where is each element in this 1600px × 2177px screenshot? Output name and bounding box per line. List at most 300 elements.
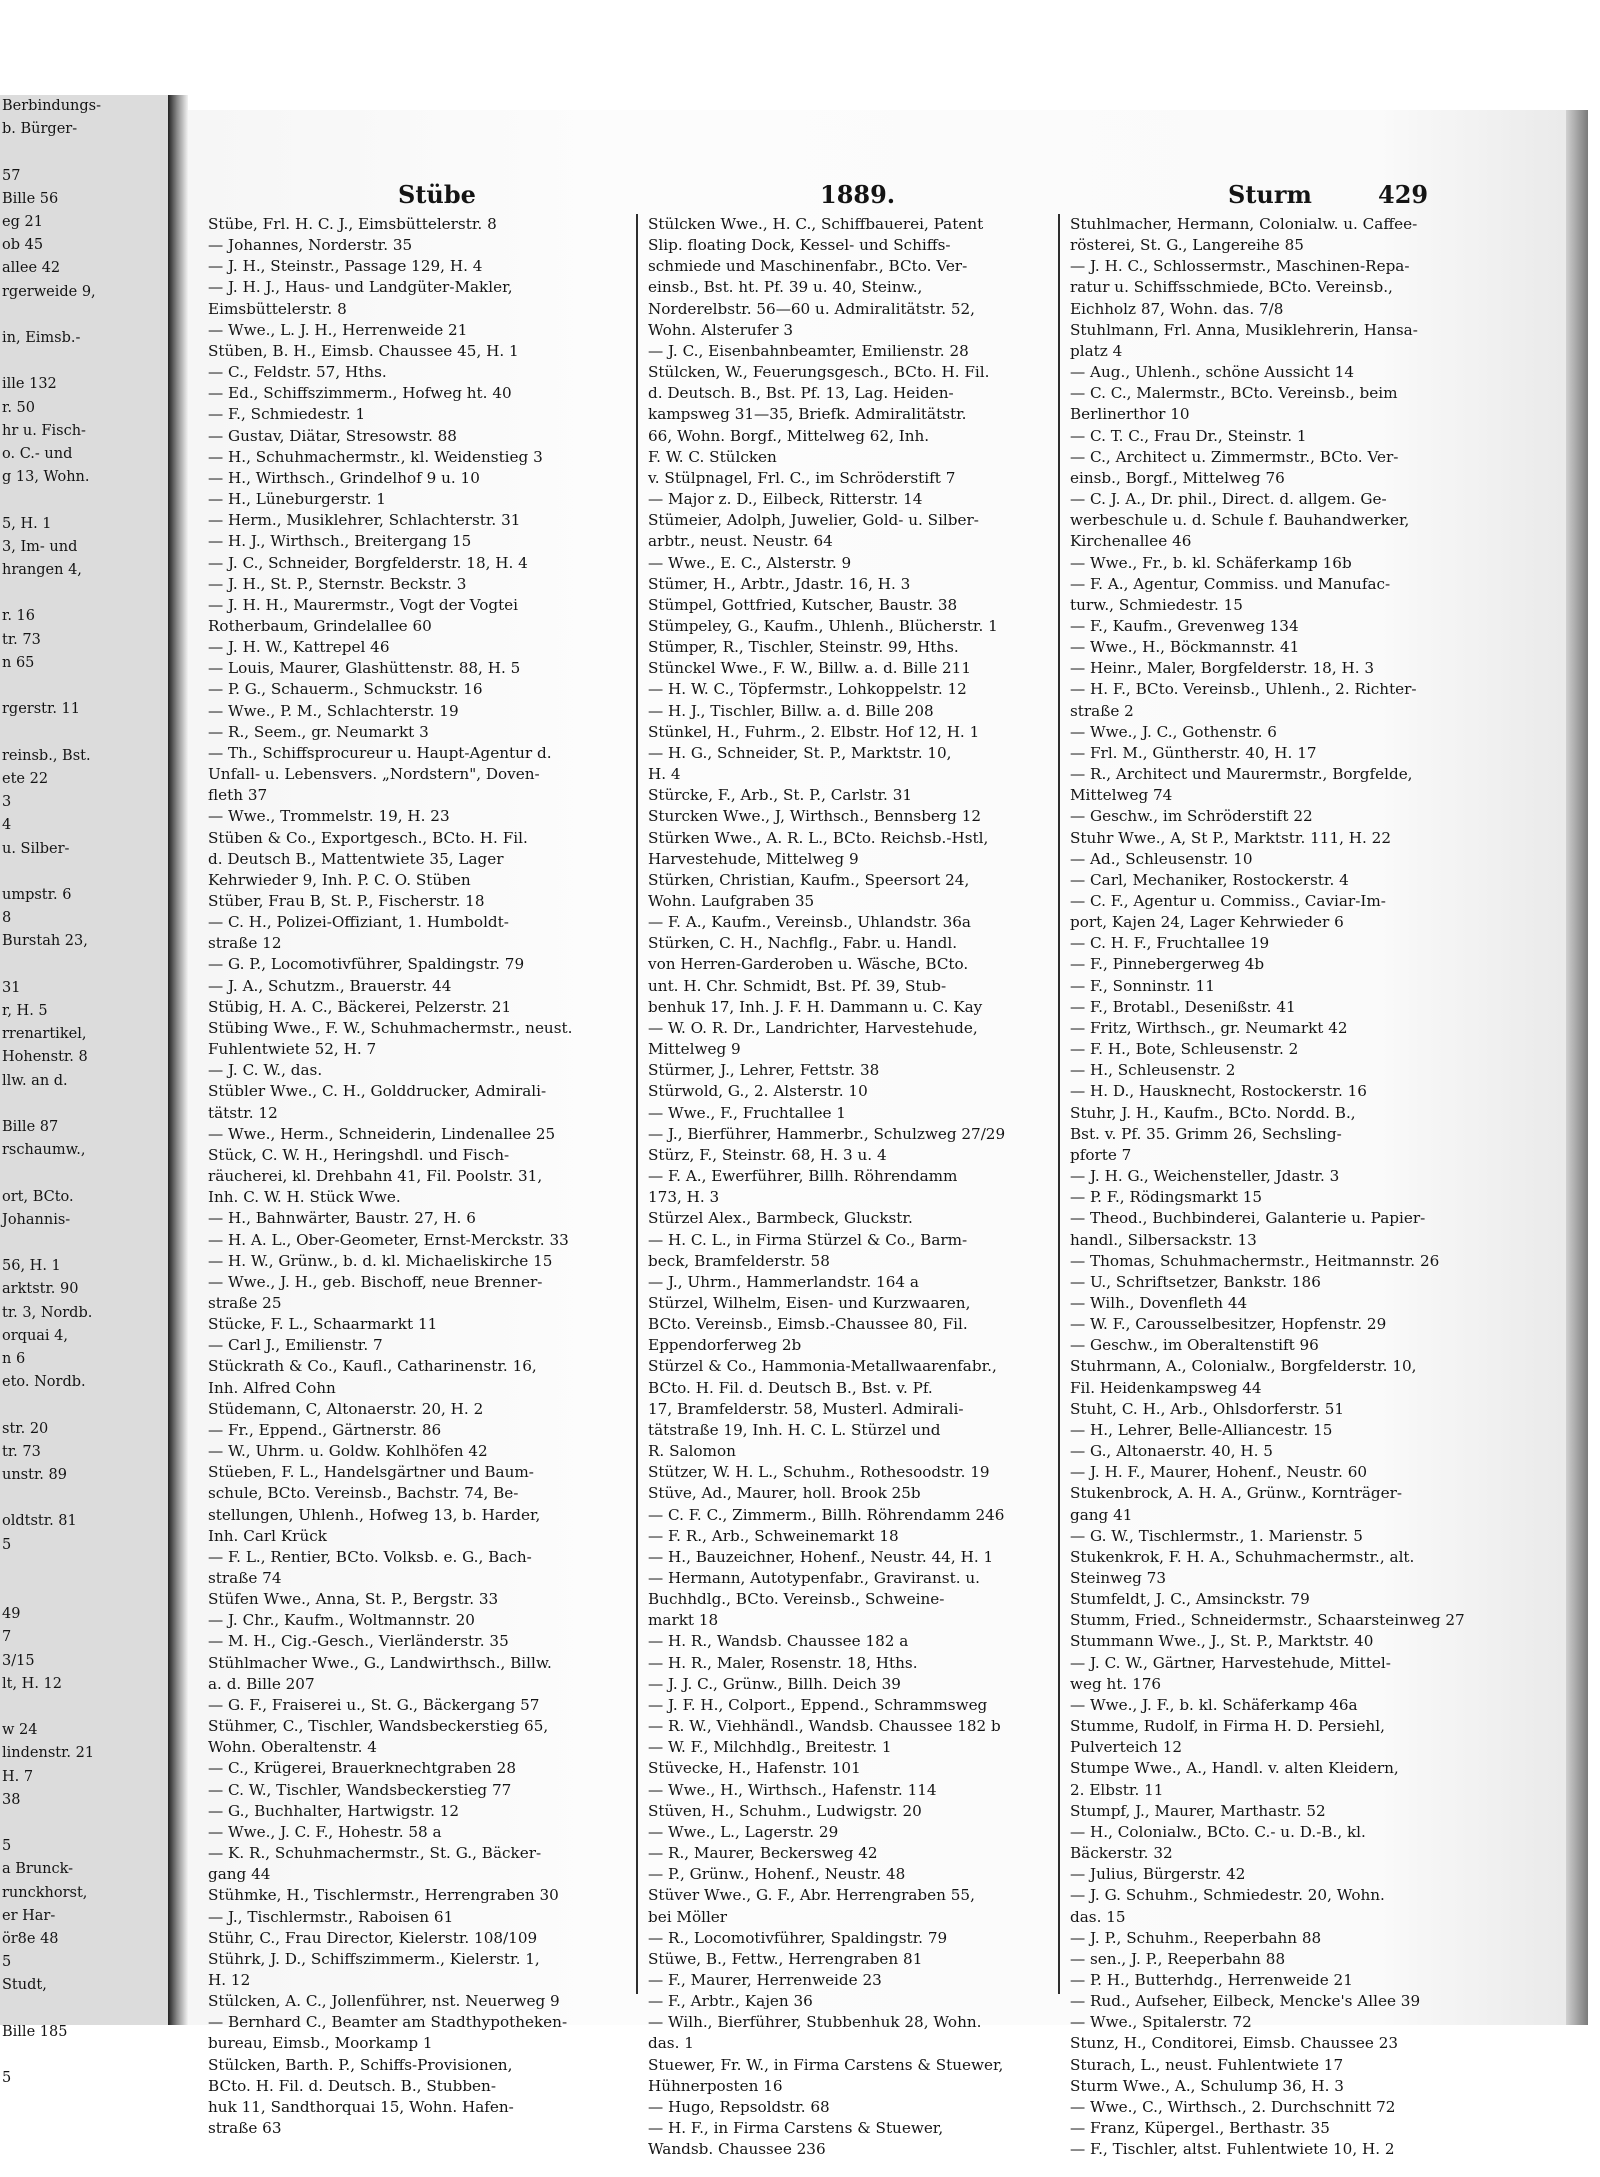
directory-entry-line: — U., Schriftsetzer, Bankstr. 186 <box>1070 1272 1321 1291</box>
left-page-line <box>0 1093 168 1116</box>
directory-entry-line: — H. C. L., in Firma Stürzel & Co., Barm- <box>648 1230 968 1249</box>
directory-entry-line: — Wwe., L., Lagerstr. 29 <box>648 1822 839 1841</box>
directory-entry-line: fleth 37 <box>208 786 268 805</box>
directory-entry-line: Stürzel & Co., Hammonia-Metallwaarenfabr., <box>648 1357 997 1376</box>
directory-entry-line: Stübe, Frl. H. C. J., Eimsbüttelerstr. 8 <box>208 215 497 233</box>
directory-entry-line: platz 4 <box>1070 341 1123 360</box>
directory-entry-line: straße 63 <box>208 2119 282 2138</box>
directory-entry-line: BCto. H. Fil. d. Deutsch B., Bst. v. Pf. <box>648 1378 933 1397</box>
left-page-line: rgerweide 9, <box>2 283 96 300</box>
directory-entry-line: Stühmke, H., Tischlermstr., Herrengraben 30 <box>208 1886 559 1905</box>
directory-entry-line: Stürzel Alex., Barmbeck, Gluckstr. <box>648 1209 913 1228</box>
directory-entry-line: — Hermann, Autotypenfabr., Graviranst. u. <box>648 1569 980 1587</box>
directory-entry-line: Stüeben, F. L., Handelsgärtner und Baum- <box>208 1463 534 1482</box>
left-page-line <box>0 350 168 373</box>
directory-entry-line: — C. J. A., Dr. phil., Direct. d. allgem. Ge- <box>1070 490 1387 509</box>
directory-entry-line: unt. H. Chr. Schmidt, Bst. Pf. 39, Stub- <box>648 976 947 995</box>
directory-entry-line: Stumpe Wwe., A., Handl. v. alten Kleidern, <box>1070 1759 1399 1778</box>
directory-entry-line: — Wwe., Spitalerstr. 72 <box>1070 2013 1252 2032</box>
directory-entry-line: Eimsbüttelerstr. 8 <box>208 299 347 318</box>
directory-entry-line: Stumme, Rudolf, in Firma H. D. Persiehl, <box>1070 1717 1385 1736</box>
directory-page <box>188 110 1588 2159</box>
directory-entry-line: bureau, Eimsb., Moorkamp 1 <box>208 2034 433 2053</box>
left-page-line: 57 <box>2 167 21 184</box>
directory-entry-line: Stumm, Fried., Schneidermstr., Schaarsteinweg 27 <box>1070 1611 1465 1630</box>
directory-entry-line: gang 41 <box>1070 1505 1133 1524</box>
directory-entry-line: Slip. floating Dock, Kessel- und Schiffs- <box>648 236 951 255</box>
left-page-line <box>0 1812 168 1835</box>
left-page-line: lindenstr. 21 <box>2 1745 95 1762</box>
directory-entry-line: BCto. Vereinsb., Eimsb.-Chaussee 80, Fil. <box>648 1315 968 1334</box>
left-page-line: Bille 56 <box>2 190 59 207</box>
directory-entry-line: — Carl, Mechaniker, Rostockerstr. 4 <box>1070 870 1349 889</box>
directory-entry-line: — R. W., Viehhändl., Wandsb. Chaussee 182 b <box>648 1717 1001 1736</box>
directory-entry-line: Stumpf, J., Maurer, Marthastr. 52 <box>1070 1801 1326 1820</box>
directory-column-2 <box>648 214 1066 2160</box>
directory-entry-line: — F. R., Arb., Schweinemarkt 18 <box>648 1526 899 1545</box>
directory-entry-line: das. 15 <box>1070 1907 1126 1926</box>
directory-entry-line: Unfall- u. Lebensvers. „Nordstern", Doven- <box>208 765 540 784</box>
directory-entry-line: Stück, C. W. H., Heringshdl. und Fisch- <box>208 1145 510 1164</box>
left-page-line: tr. 3, Nordb. <box>2 1304 93 1321</box>
directory-entry-line: Stüven, H., Schuhm., Ludwigstr. 20 <box>648 1801 922 1820</box>
left-page-line: 7 <box>2 1629 12 1646</box>
directory-entry-line: tätstraße 19, Inh. H. C. L. Stürzel und <box>648 1420 941 1439</box>
left-page-line: tr. 73 <box>2 631 41 648</box>
left-page-line: 5 <box>2 1954 12 1971</box>
directory-entry-line: Stüver Wwe., G. F., Abr. Herrengraben 55, <box>648 1886 975 1905</box>
directory-entry-line: — H. J., Tischler, Billw. a. d. Bille 208 <box>648 701 934 720</box>
directory-entry-line: — F. A., Ewerführer, Billh. Röhrendamm <box>648 1167 958 1186</box>
directory-entry-line: — Fr., Eppend., Gärtnerstr. 86 <box>208 1420 442 1439</box>
directory-entry-line: — Theod., Buchbinderei, Galanterie u. Papier- <box>1070 1209 1426 1228</box>
page-edge-shadow <box>1566 110 1588 2025</box>
left-page-line: g 13, Wohn. <box>2 469 90 486</box>
directory-entry-line: Wandsb. Chaussee 236 <box>648 2140 826 2159</box>
directory-entry-line: — Geschw., im Schröderstift 22 <box>1070 807 1313 826</box>
directory-entry-line: — C., Krügerei, Brauerknechtgraben 28 <box>208 1759 516 1778</box>
directory-entry-line: — Wwe., J. C. F., Hohestr. 58 a <box>208 1822 442 1841</box>
directory-entry-line: Stückrath & Co., Kaufl., Catharinenstr. 16, <box>208 1357 537 1376</box>
directory-entry-line: bei Möller <box>648 1907 728 1926</box>
left-page-line: in, Eimsb.- <box>2 330 81 347</box>
directory-entry-line: Buchhdlg., BCto. Vereinsb., Schweine- <box>648 1590 945 1609</box>
left-page-line: 56, H. 1 <box>2 1258 61 1275</box>
left-page-line <box>0 1232 168 1255</box>
directory-entry-line: — G. P., Locomotivführer, Spaldingstr. 79 <box>208 955 525 974</box>
directory-entry-line: Fil. Heidenkampsweg 44 <box>1070 1378 1262 1397</box>
directory-entry-line: huk 11, Sandthorquai 15, Wohn. Hafen- <box>208 2097 514 2116</box>
left-page-line <box>0 2044 168 2067</box>
directory-entry-line: ratur u. Schiffsschmiede, BCto. Vereinsb., <box>1070 278 1393 297</box>
directory-entry-line: — W. F., Milchhdlg., Breitestr. 1 <box>648 1738 892 1757</box>
directory-entry-line: Stüvecke, H., Hafenstr. 101 <box>648 1759 861 1778</box>
directory-entry-line: — F. A., Agentur, Commiss. und Manufac- <box>1070 574 1391 593</box>
left-page-line: 4 <box>2 817 12 834</box>
directory-entry-line: — J. Chr., Kaufm., Woltmannstr. 20 <box>208 1611 475 1630</box>
directory-entry-line: Stukenbrock, A. H. A., Grünw., Kornträger- <box>1070 1484 1403 1503</box>
left-page-line: n 6 <box>2 1350 26 1367</box>
directory-entry-line: port, Kajen 24, Lager Kehrwieder 6 <box>1070 913 1344 932</box>
directory-entry-line: d. Deutsch B., Mattentwiete 35, Lager <box>208 849 504 868</box>
directory-entry-line: schule, BCto. Vereinsb., Bachstr. 74, Be- <box>208 1484 519 1503</box>
directory-entry-line: — J. C., Eisenbahnbeamter, Emilienstr. 28 <box>648 341 969 360</box>
directory-entry-line: H. 4 <box>648 765 681 784</box>
directory-entry-line: — J. P., Schuhm., Reeperbahn 88 <box>1070 1928 1322 1947</box>
directory-entry-line: — J. H. H., Maurermstr., Vogt der Vogtei <box>208 595 519 614</box>
directory-entry-line: — Louis, Maurer, Glashüttenstr. 88, H. 5 <box>208 659 521 678</box>
left-page-line: unstr. 89 <box>2 1466 67 1483</box>
directory-entry-line: — J. C. W., Gärtner, Harvestehude, Mittel- <box>1070 1653 1391 1672</box>
directory-entry-line: — Th., Schiffsprocureur u. Haupt-Agentur d. <box>208 743 552 762</box>
directory-entry-line: — Wwe., P. M., Schlachterstr. 19 <box>208 701 459 720</box>
left-page-line: ort, BCto. <box>2 1188 74 1205</box>
directory-entry-line: 173, H. 3 <box>648 1188 720 1207</box>
left-page-line: Bille 87 <box>2 1118 59 1135</box>
directory-entry-line: Harvestehude, Mittelweg 9 <box>648 849 859 868</box>
column-divider <box>1058 214 1060 1994</box>
left-page-line: allee 42 <box>2 260 61 277</box>
directory-entry-line: Stüwe, B., Fettw., Herrengraben 81 <box>648 1949 923 1968</box>
directory-entry-line: — F. L., Rentier, BCto. Volksb. e. G., Bach- <box>208 1547 532 1566</box>
directory-entry-line: F. W. C. Stülcken <box>648 447 777 466</box>
directory-entry-line: Stüben & Co., Exportgesch., BCto. H. Fil. <box>208 828 528 847</box>
directory-entry-line: — C. H. F., Fruchtallee 19 <box>1070 934 1270 953</box>
directory-entry-line: Stübig, H. A. C., Bäckerei, Pelzerstr. 21 <box>208 997 512 1016</box>
directory-entry-line: — H., Schleusenstr. 2 <box>1070 1061 1236 1080</box>
directory-entry-line: Stühmer, C., Tischler, Wandsbeckerstieg 65, <box>208 1717 549 1736</box>
directory-entry-line: — H. W., Grünw., b. d. kl. Michaeliskirche 15 <box>208 1251 553 1270</box>
left-page-line: Studt, <box>2 1977 47 1994</box>
directory-entry-line: — J. H. F., Maurer, Hohenf., Neustr. 60 <box>1070 1463 1368 1482</box>
left-page-line: hr u. Fisch- <box>2 422 86 439</box>
directory-entry-line: Eichholz 87, Wohn. das. 7/8 <box>1070 299 1284 318</box>
directory-entry-line: — F. A., Kaufm., Vereinsb., Uhlandstr. 36a <box>648 913 971 932</box>
directory-entry-line: — Frl. M., Güntherstr. 40, H. 17 <box>1070 743 1317 762</box>
directory-entry-line: — C. F. C., Zimmerm., Billh. Röhrendamm 246 <box>648 1505 1005 1524</box>
directory-entry-line: Stürwold, G., 2. Alsterstr. 10 <box>648 1082 868 1101</box>
directory-entry-line: Stüben, B. H., Eimsb. Chaussee 45, H. 1 <box>208 341 519 360</box>
directory-entry-line: Stühlmacher Wwe., G., Landwirthsch., Billw. <box>208 1653 552 1672</box>
left-page-line: 38 <box>2 1791 21 1808</box>
left-page-line: o. C.- und <box>2 446 73 463</box>
directory-entry-line: — J. J. C., Grünw., Billh. Deich 39 <box>648 1674 901 1693</box>
directory-entry-line: 2. Elbstr. 11 <box>1070 1780 1164 1799</box>
directory-entry-line: Bst. v. Pf. 35. Grimm 26, Sechsling- <box>1070 1124 1342 1143</box>
directory-entry-line: — G. W., Tischlermstr., 1. Marienstr. 5 <box>1070 1526 1363 1545</box>
directory-entry-line: — Ad., Schleusenstr. 10 <box>1070 849 1253 868</box>
directory-entry-line: — Ed., Schiffszimmerm., Hofweg ht. 40 <box>208 384 512 403</box>
left-page-line: n 65 <box>2 654 35 671</box>
directory-entry-line: — H., Bauzeichner, Hohenf., Neustr. 44, H. 1 <box>648 1547 994 1566</box>
directory-entry-line: Stürken Wwe., A. R. L., BCto. Reichsb.-Hstl, <box>648 828 989 847</box>
directory-entry-line: — W. O. R. Dr., Landrichter, Harvestehude, <box>648 1018 978 1037</box>
directory-entry-line: Wohn. Alsterufer 3 <box>648 320 794 339</box>
book-spine <box>168 95 188 2025</box>
directory-entry-line: — F., Brotabl., Desenißstr. 41 <box>1070 997 1296 1016</box>
directory-entry-line: gang 44 <box>208 1865 271 1884</box>
directory-entry-line: — Wwe., Herm., Schneiderin, Lindenallee 25 <box>208 1124 556 1143</box>
left-page-line <box>0 489 168 512</box>
directory-entry-line: Stümper, R., Tischler, Steinstr. 99, Hths. <box>648 638 959 657</box>
left-page-line: 49 <box>2 1606 21 1623</box>
left-page-line: Bille 185 <box>2 2023 68 2040</box>
directory-entry-line: — Geschw., im Oberaltenstift 96 <box>1070 1336 1319 1355</box>
directory-entry-line: — C. C., Malermstr., BCto. Vereinsb., beim <box>1070 384 1398 403</box>
left-page-line: ille 132 <box>2 376 57 393</box>
left-page-line: Berbindungs- <box>2 98 102 114</box>
directory-entry-line: — Wilh., Dovenfleth 44 <box>1070 1293 1248 1312</box>
left-page-line <box>0 304 168 327</box>
directory-entry-line: Stümpel, Gottfried, Kutscher, Baustr. 38 <box>648 595 958 614</box>
left-page-line: 3, Im- und <box>2 538 78 555</box>
directory-entry-line: werbeschule u. d. Schule f. Bauhandwerker, <box>1070 511 1410 530</box>
directory-entry-line: — H. J., Wirthsch., Breitergang 15 <box>208 532 472 551</box>
directory-entry-line: — C. H., Polizei-Offiziant, 1. Humboldt- <box>208 913 509 932</box>
directory-entry-line: Stünckel Wwe., F. W., Billw. a. d. Bille 211 <box>648 659 972 678</box>
directory-entry-line: — J., Tischlermstr., Raboisen 61 <box>208 1907 454 1926</box>
directory-entry-line: Stübing Wwe., F. W., Schuhmachermstr., neust. <box>208 1018 573 1037</box>
directory-entry-line: Stunz, H., Conditorei, Eimsb. Chaussee 23 <box>1070 2034 1399 2053</box>
directory-entry-line: Stührk, J. D., Schiffszimmerm., Kielerstr. 1, <box>208 1949 540 1968</box>
directory-entry-line: Stürzel, Wilhelm, Eisen- und Kurzwaaren, <box>648 1293 971 1312</box>
directory-entry-line: von Herren-Garderoben u. Wäsche, BCto. <box>648 955 969 974</box>
directory-entry-line: — J. H. C., Schlossermstr., Maschinen-Repa- <box>1070 257 1410 276</box>
left-page-line: ob 45 <box>2 237 44 254</box>
directory-entry-line: — K. R., Schuhmachermstr., St. G., Bäcker- <box>208 1844 542 1863</box>
directory-entry-line: — H., Schuhmachermstr., kl. Weidenstieg 3 <box>208 447 543 466</box>
directory-entry-line: stellungen, Uhlenh., Hofweg 13, b. Harder, <box>208 1505 541 1524</box>
directory-entry-line: Mittelweg 74 <box>1070 786 1173 805</box>
directory-entry-line: — H. F., BCto. Vereinsb., Uhlenh., 2. Richter- <box>1070 680 1417 699</box>
left-page-line: w 24 <box>2 1722 38 1739</box>
directory-entry-line: — R., Architect und Maurermstr., Borgfelde, <box>1070 765 1413 784</box>
directory-entry-line: — Rud., Aufseher, Eilbeck, Mencke's Allee 39 <box>1070 1992 1421 2011</box>
directory-entry-line: Inh. Carl Krück <box>208 1526 327 1545</box>
directory-entry-line: Stuhlmacher, Hermann, Colonialw. u. Caffee- <box>1070 215 1418 233</box>
left-page-line: runckhorst, <box>2 1884 88 1901</box>
left-page-line <box>0 1487 168 1510</box>
directory-entry-line: Eppendorferweg 2b <box>648 1336 802 1355</box>
directory-entry-line: Sturcken Wwe., J, Wirthsch., Bennsberg 12 <box>648 807 982 826</box>
directory-entry-line: — J. C., Schneider, Borgfelderstr. 18, H. 4 <box>208 553 528 572</box>
directory-entry-line: Stüber, Frau B, St. P., Fischerstr. 18 <box>208 892 485 910</box>
directory-entry-line: Stürz, F., Steinstr. 68, H. 3 u. 4 <box>648 1145 887 1164</box>
directory-entry-line: 66, Wohn. Borgf., Mittelweg 62, Inh. <box>648 426 930 445</box>
directory-entry-line: Inh. C. W. H. Stück Wwe. <box>208 1188 401 1207</box>
directory-entry-line: — Wwe., H., Wirthsch., Hafenstr. 114 <box>648 1780 937 1799</box>
directory-entry-line: — W. F., Carousselbesitzer, Hopfenstr. 29 <box>1070 1315 1387 1334</box>
left-page-line: u. Silber- <box>2 840 70 857</box>
directory-entry-line: Stülcken, W., Feuerungsgesch., BCto. H. Fil. <box>648 363 990 382</box>
header-year: 1889. <box>820 180 896 209</box>
left-page-line <box>0 582 168 605</box>
left-page-line: 8 <box>2 910 12 927</box>
directory-entry-line: Kirchenallee 46 <box>1070 532 1192 551</box>
left-page-line <box>0 1580 168 1603</box>
directory-entry-line: Stüfen Wwe., Anna, St. P., Bergstr. 33 <box>208 1590 499 1609</box>
directory-column-3 <box>1070 214 1490 2160</box>
directory-entry-line: Norderelbstr. 56—60 u. Admiralitätstr. 52, <box>648 299 976 318</box>
directory-entry-line: — R., Locomotivführer, Spaldingstr. 79 <box>648 1928 948 1947</box>
directory-entry-line: — Gustav, Diätar, Stresowstr. 88 <box>208 426 457 445</box>
directory-entry-line: — P. H., Butterhdg., Herrenweide 21 <box>1070 1970 1353 1989</box>
directory-entry-line: Hühnerposten 16 <box>648 2076 783 2095</box>
directory-entry-line: beck, Bramfelderstr. 58 <box>648 1251 830 1270</box>
directory-entry-line: straße 2 <box>1070 701 1134 720</box>
directory-entry-line: Stülcken, A. C., Jollenführer, nst. Neuerweg 9 <box>208 1992 560 2011</box>
left-page-line <box>0 1696 168 1719</box>
directory-entry-line: — J. H. J., Haus- und Landgüter-Makler, <box>208 278 513 297</box>
directory-entry-line: — Johannes, Norderstr. 35 <box>208 236 413 255</box>
left-page-line <box>0 1998 168 2021</box>
directory-entry-line: — Wwe., J. C., Gothenstr. 6 <box>1070 722 1277 741</box>
left-page-line: lt, H. 12 <box>2 1675 62 1692</box>
left-page-line <box>0 861 168 884</box>
directory-entry-line: — Carl J., Emilienstr. 7 <box>208 1336 383 1355</box>
left-page-line: tr. 73 <box>2 1443 41 1460</box>
directory-entry-line: Pulverteich 12 <box>1070 1738 1183 1757</box>
left-page-line: hrangen 4, <box>2 562 82 579</box>
directory-entry-line: — Thomas, Schuhmachermstr., Heitmannstr. 26 <box>1070 1251 1440 1270</box>
left-page-line: r. 16 <box>2 608 36 625</box>
directory-entry-line: — F., Kaufm., Grevenweg 134 <box>1070 616 1299 635</box>
directory-entry-line: — J. H., Steinstr., Passage 129, H. 4 <box>208 257 483 276</box>
directory-entry-line: — F., Sonninstr. 11 <box>1070 976 1215 995</box>
directory-entry-line: arbtr., neust. Neustr. 64 <box>648 532 833 551</box>
directory-entry-line: H. 12 <box>208 1970 251 1989</box>
directory-entry-line: — G. F., Fraiserei u., St. G., Bäckergang 57 <box>208 1695 540 1714</box>
directory-entry-line: tätstr. 12 <box>208 1103 278 1122</box>
directory-entry-line: Stützer, W. H. L., Schuhm., Rothesoodstr. 19 <box>648 1463 990 1482</box>
left-page-fragment <box>0 95 174 2087</box>
directory-entry-line: — G., Altonaerstr. 40, H. 5 <box>1070 1442 1273 1461</box>
directory-entry-line: — sen., J. P., Reeperbahn 88 <box>1070 1949 1286 1968</box>
page-number: 429 <box>1378 180 1429 209</box>
directory-entry-line: weg ht. 176 <box>1070 1674 1162 1693</box>
directory-entry-line: Sturm Wwe., A., Schulump 36, H. 3 <box>1070 2076 1344 2095</box>
left-page-line: H. 7 <box>2 1768 34 1785</box>
directory-entry-line: — G., Buchhalter, Hartwigstr. 12 <box>208 1801 460 1820</box>
directory-entry-line: — F. H., Bote, Schleusenstr. 2 <box>1070 1040 1299 1059</box>
directory-entry-line: — Wwe., Fr., b. kl. Schäferkamp 16b <box>1070 553 1352 572</box>
left-page-line: eg 21 <box>2 214 43 231</box>
directory-entry-line: Stuht, C. H., Arb., Ohlsdorferstr. 51 <box>1070 1399 1345 1418</box>
directory-entry-line: das. 1 <box>648 2034 694 2053</box>
left-page-line: 31 <box>2 979 21 996</box>
directory-entry-line: Sturach, L., neust. Fuhlentwiete 17 <box>1070 2055 1344 2074</box>
directory-entry-line: Stürken, C. H., Nachflg., Fabr. u. Handl. <box>648 934 958 953</box>
directory-entry-line: Wohn. Laufgraben 35 <box>648 892 815 910</box>
left-page-line: b. Bürger- <box>2 121 78 138</box>
directory-entry-line: — J. C. W., das. <box>208 1061 323 1080</box>
directory-entry-line: — Heinr., Maler, Borgfelderstr. 18, H. 3 <box>1070 659 1375 678</box>
directory-entry-line: — H. R., Maler, Rosenstr. 18, Hths. <box>648 1653 918 1672</box>
left-page-line: r. 50 <box>2 399 36 416</box>
left-page-line: 3/15 <box>2 1652 35 1669</box>
left-page-line: 5 <box>2 1838 12 1855</box>
directory-entry-line: — H., Bahnwärter, Baustr. 27, H. 6 <box>208 1209 476 1228</box>
directory-entry-line: — J. G. Schuhm., Schmiedestr. 20, Wohn. <box>1070 1886 1385 1905</box>
directory-entry-line: — H. W. C., Töpfermstr., Lohkoppelstr. 12 <box>648 680 967 699</box>
left-page-line <box>0 141 168 164</box>
directory-column-1 <box>208 214 626 2139</box>
left-page-line <box>0 1557 168 1580</box>
directory-entry-line: — F., Tischler, altst. Fuhlentwiete 10, H. 2 <box>1070 2140 1395 2159</box>
left-page-line: 5 <box>2 1536 12 1553</box>
directory-entry-line: turw., Schmiedestr. 15 <box>1070 595 1243 614</box>
left-page-line <box>0 954 168 977</box>
directory-entry-line: Stürken, Christian, Kaufm., Speersort 24, <box>648 870 970 889</box>
directory-entry-line: Stummann Wwe., J., St. P., Marktstr. 40 <box>1070 1632 1374 1651</box>
left-page-line: oldtstr. 81 <box>2 1513 77 1530</box>
left-page-line: llw. an d. <box>2 1072 68 1089</box>
directory-entry-line: — Wwe., C., Wirthsch., 2. Durchschnitt 72 <box>1070 2097 1396 2116</box>
directory-entry-line: Stünkel, H., Fuhrm., 2. Elbstr. Hof 12, H. 1 <box>648 722 980 741</box>
directory-entry-line: pforte 7 <box>1070 1145 1132 1164</box>
directory-entry-line: Wohn. Oberaltenstr. 4 <box>208 1738 377 1757</box>
left-page-line: Johannis- <box>2 1211 71 1228</box>
directory-entry-line: — Wwe., J. F., b. kl. Schäferkamp 46a <box>1070 1695 1358 1714</box>
directory-entry-line: Stümer, H., Arbtr., Jdastr. 16, H. 3 <box>648 574 911 593</box>
directory-entry-line: — H., Colonialw., BCto. C.- u. D.-B., kl. <box>1070 1822 1366 1841</box>
directory-entry-line: — Hugo, Repsoldstr. 68 <box>648 2097 830 2116</box>
left-page-line <box>0 675 168 698</box>
directory-entry-line: Stübler Wwe., C. H., Golddrucker, Admirali- <box>208 1082 547 1101</box>
directory-entry-line: — Franz, Küpergel., Berthastr. 35 <box>1070 2119 1330 2138</box>
directory-entry-line: — Fritz, Wirthsch., gr. Neumarkt 42 <box>1070 1018 1348 1037</box>
directory-entry-line: — Wwe., F., Fruchtallee 1 <box>648 1103 846 1122</box>
directory-entry-line: — P. F., Rödingsmarkt 15 <box>1070 1188 1263 1207</box>
directory-entry-line: — Bernhard C., Beamter am Stadthypotheken- <box>208 2013 568 2032</box>
directory-entry-line: — F., Maurer, Herrenweide 23 <box>648 1970 882 1989</box>
directory-entry-line: — Herm., Musiklehrer, Schlachterstr. 31 <box>208 511 521 530</box>
directory-entry-line: — Wwe., Trommelstr. 19, H. 23 <box>208 807 450 826</box>
directory-entry-line: — W., Uhrm. u. Goldw. Kohlhöfen 42 <box>208 1442 488 1461</box>
directory-entry-line: Bäckerstr. 32 <box>1070 1844 1173 1863</box>
directory-entry-line: — Julius, Bürgerstr. 42 <box>1070 1865 1246 1884</box>
directory-entry-line: Stümpeley, G., Kaufm., Uhlenh., Blücherstr. 1 <box>648 616 998 635</box>
directory-entry-line: — Wwe., H., Böckmannstr. 41 <box>1070 638 1300 657</box>
directory-entry-line: — F., Arbtr., Kajen 36 <box>648 1992 813 2011</box>
directory-entry-line: — H., Wirthsch., Grindelhof 9 u. 10 <box>208 468 480 487</box>
directory-entry-line: Stuewer, Fr. W., in Firma Carstens & Stuewer, <box>648 2055 1004 2074</box>
directory-entry-line: Stürmer, J., Lehrer, Fettstr. 38 <box>648 1061 880 1080</box>
directory-entry-line: Stumfeldt, J. C., Amsinckstr. 79 <box>1070 1590 1310 1609</box>
left-page-line: 5 <box>2 2070 12 2087</box>
directory-entry-line: — H. A. L., Ober-Geometer, Ernst-Merckstr. 33 <box>208 1230 569 1249</box>
left-page-line: 3 <box>2 794 12 811</box>
left-page-line: umpstr. 6 <box>2 886 72 903</box>
directory-entry-line: — C., Feldstr. 57, Hths. <box>208 363 387 382</box>
directory-entry-line: einsb., Bst. ht. Pf. 39 u. 40, Steinw., <box>648 278 923 297</box>
directory-entry-line: Stuhrmann, A., Colonialw., Borgfelderstr. 10, <box>1070 1357 1417 1376</box>
directory-entry-line: straße 25 <box>208 1293 282 1312</box>
directory-entry-line: — H. F., in Firma Carstens & Stuewer, <box>648 2119 944 2138</box>
directory-entry-line: — C., Architect u. Zimmermstr., BCto. Ver- <box>1070 447 1399 466</box>
directory-entry-line: schmiede und Maschinenfabr., BCto. Ver- <box>648 257 968 276</box>
directory-entry-line: BCto. H. Fil. d. Deutsch. B., Stubben- <box>208 2076 496 2095</box>
directory-entry-line: Stümeier, Adolph, Juwelier, Gold- u. Silber- <box>648 511 979 530</box>
directory-entry-line: — J. H. W., Kattrepel 46 <box>208 638 390 657</box>
directory-entry-line: Fuhlentwiete 52, H. 7 <box>208 1040 377 1059</box>
directory-entry-line: — H., Lüneburgerstr. 1 <box>208 490 386 509</box>
left-page-line: Hohenstr. 8 <box>2 1049 88 1066</box>
directory-entry-line: Rotherbaum, Grindelallee 60 <box>208 616 432 635</box>
directory-entry-line: d. Deutsch. B., Bst. Pf. 13, Lag. Heiden- <box>648 384 954 403</box>
directory-entry-line: Stuhlmann, Frl. Anna, Musiklehrerin, Hansa- <box>1070 320 1418 339</box>
left-page-line: orquai 4, <box>2 1327 69 1344</box>
